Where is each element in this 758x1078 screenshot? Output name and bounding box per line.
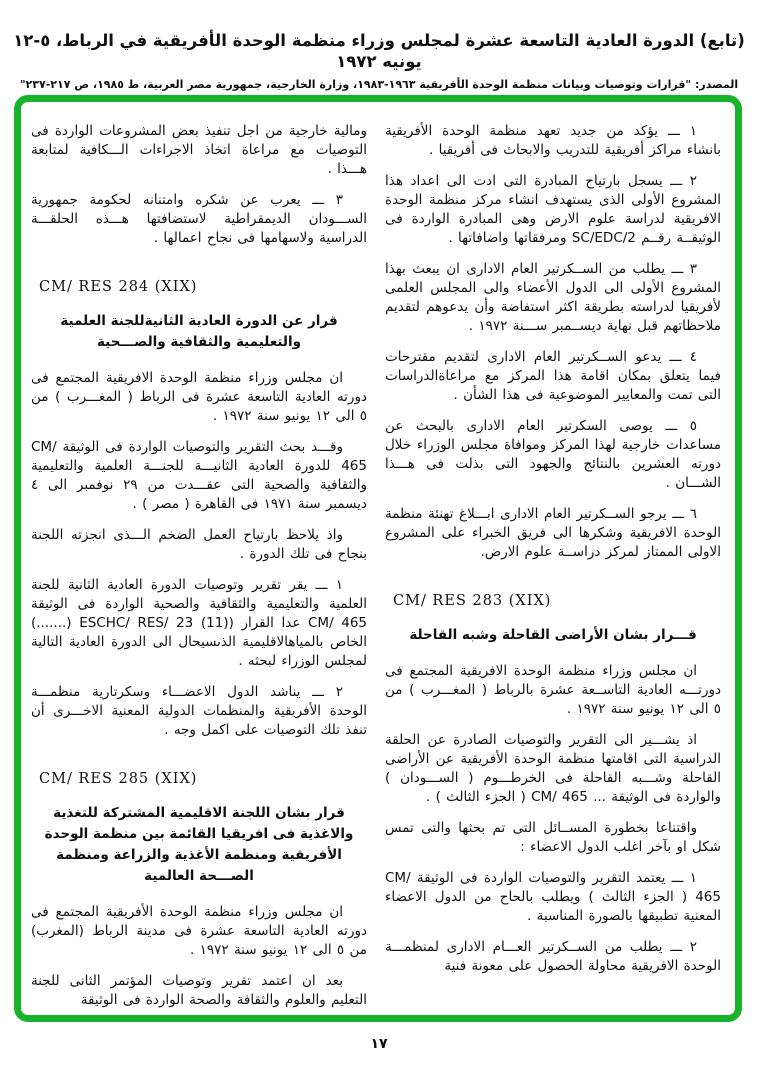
paragraph: وقـــد بحث التقرير والتوصيات الواردة فى الوثيقة CM/ 465 للدورة العادية الثانيـــة للجنـــة العلمية والتعليمية والثقافية والصحية التى عقـــدت من ٢٩ نوفمبر الى ٤ ديسمبر سنة ١٩٧١ فى القاهرة ( مصر ) . (31, 439, 367, 512)
paragraph: ٢ ـــ يطلب من الســكرتير العـــام الادارى لمنظمـــة الوحدة الافريقية محاولة الحصول على معونة فنية (385, 939, 721, 974)
paragraph: ان مجلس وزراء منظمة الوحدة الافريقية المجتمع فى دورتـــه العادية التاســعة عشرة بالرباط ( المغـــرب ) من ٥ الى ١٢ يونيو سنة ١٩٧٢ . (385, 663, 721, 717)
column-right (385, 122, 721, 995)
resolution-heading: قرار بشان اللجنة الاقليمية المشتركة للتغذية والاغذية فى افريقيا القائمة بين منظمة الوحدة الأفريقية ومنظمة الأغذية والزراعة ومنظمة الصـــحة العالمية (44, 805, 354, 884)
paragraph: ٣ ـــ يعرب عن شكره وامتنانه لحكومة جمهورية الســـودان الديمقراطية لاستضافتها هـــذه الحلقـــة الدراسية ولاسهامها فى نجاح اعمالها . (31, 192, 367, 246)
paragraph: ان مجلس وزراء منظمة الوحدة الأفريقية المجتمع فى دورته العادية التاسعة عشرة فى مدينة الرباط (المغرب) من ٥ الى ١٢ يونيو سنة ١٩٧٢ . (31, 904, 367, 958)
paragraph: بعد ان اعتمد تقرير وتوصيات المؤتمر الثانى للجنة التعليم والعلوم والثقافة والصحة الواردة فى الوثيقة (31, 973, 367, 1008)
resolution-heading: قرار عن الدورة العادية الثانيةللجنة العلمية والتعليمية والثقافية والصـــحية (60, 313, 338, 350)
paragraph: ١ ـــ يعتمد التقرير والتوصيات الواردة فى الوثيقة CM/ 465 ( الجزء الثالث ) ويطلب بالحاح من الدول الاعضاء المعنية تطبيقها بالصورة المناسبة . (385, 870, 721, 924)
session-title: (تابع) الدورة العادية التاسعة عشرة لمجلس وزراء منظمة الوحدة الأفريقية في الرباط، ٥-١٢ يونيه ١٩٧٢ (13, 31, 745, 72)
paragraph: ١ ـــ يؤكد من جديد تعهد منظمة الوحدة الأفريقية بانشاء مراكز أفريقية للتدريب والابحاث فى أفريقيا . (385, 123, 721, 158)
paragraph-continuation: ومالية خارجية من اجل تنفيذ بعض المشروعات الواردة فى التوصيات مع مراعاة اتخاذ الاجراءات الـــكافية لمتابعة هـــذا . (31, 123, 367, 177)
paragraph: ٥ ـــ يوصى السكرتير العام الادارى بالبحث عن مساعدات خارجية لهذا المركز وموافاة مجلس الوزراء خلال دورته العشرين بالنتائج والجهود التى بذلت فى هـــذا الشـــان . (385, 418, 721, 491)
page-number: ١٧ (370, 1036, 388, 1052)
two-column-layout (31, 122, 721, 1008)
resolution-code: CM/ RES 283 (XIX) (393, 593, 552, 609)
paragraph: ٤ ـــ يدعو الســكرتير العام الادارى لتقديم مقترحات فيما يتعلق بمكان اقامة هذا المركز مع مراعاةالدراسات التى تمت والمعايير الموضوعية فى هذا الشأن . (385, 349, 721, 403)
paragraph: ٦ ـــ يرجو الســكرتير العام الادارى ابـــلاغ تهنئة منظمة الوحدة الافريقية وشكرها الى فريق الخبراء على المشروع الاولى الممتاز لمركز دراســة علوم الارض. (385, 506, 721, 560)
paragraph: واذ يلاحظ بارتياح العمل الضخم الـــذى انجزته اللجنة بنجاح فى تلك الدورة . (31, 527, 367, 562)
resolution-code: CM/ RES 285 (XIX) (39, 771, 198, 787)
paragraph: ٣ ـــ يطلب من الســكرتير العام الادارى ان يبعث بهذا المشروع الأولى الى الدول الأعضاء والى المجلس العلمى لأفريقيا لدراسته بطريقة اكثر استفاضة وأن يدعوهم لتقديم ملاحظاتهم قبل نهاية ديســمبر ســـنة ١٩٧٢ . (385, 261, 721, 334)
column-left (31, 122, 367, 1008)
paragraph: واقتناعا بخطورة المســائل التى تم بحثها والتى تمس شكل او بآخر اغلب الدول الاعضاء : (385, 820, 721, 855)
resolution-heading: قـــرار بشان الأراضى القاحلة وشبه القاحلة (409, 627, 697, 643)
paragraph: ١ ـــ يقر تقرير وتوصيات الدورة العادية الثانية للجنة العلمية والتعليمية والثقافية والصحية الواردة فى الوثيقة CM/ 465 عدا القرار (ESCHC/ RES/ 23 (11) (.......) الخاص بالمياهالاقليمية الذىسيحال الى الدورة العادية التالية لمجلس الوزراء لبحثه . (31, 577, 367, 669)
paragraph: ٢ ـــ يناشد الدول الاعضـــاء وسكرتارية منظمـــة الوحدة الأفريقية والمنظمات الدولية المعنية الاخـــرى أن تنفذ تلك التوصيات على اكمل وجه . (31, 684, 367, 738)
resolution-code: CM/ RES 284 (XIX) (39, 279, 198, 295)
green-frame (14, 95, 742, 1022)
source-citation: المصدر: "قرارات وتوصيات وبيانات منظمة الوحدة الأفريقية ١٩٦٣-١٩٨٣، وزارة الخارجية، جمهورية مصر العربية، ط ١٩٨٥، ص ٢١٧-٢٣٧" (19, 77, 739, 91)
paragraph: ٢ ـــ يسجل بارتياح المبادرة التى ادت الى اعداد هذا المشروع الأولى الذى يستهدف انشاء مركز منظمة الوحدة الافريقية لدراسة علوم الارض وهى المبادرة الواردة فى الوثيقــة رقــم SC/EDC/2 ومرفقاتها واضافاتها . (385, 173, 721, 246)
paragraph: اذ يشـــير الى التقرير والتوصيات الصادرة عن الحلقة الدراسية التى اقامتها منظمة الوحدة الأفريقية عن الأراضى القاحلة وشـــبه القاحلة فى الخرطـــوم ( الســـودان ) والواردة فى الوثيقة ... CM/ 465 ( الجزء الثالث ) . (385, 732, 721, 805)
paragraph: ان مجلس وزراء منظمة الوحدة الافريقية المجتمع فى دورته العادية التاسعة عشرة فى الرباط ( المغـــرب ) من ٥ الى ١٢ يونيو سنة ١٩٧٢ . (31, 370, 367, 424)
page-header (0, 0, 758, 91)
